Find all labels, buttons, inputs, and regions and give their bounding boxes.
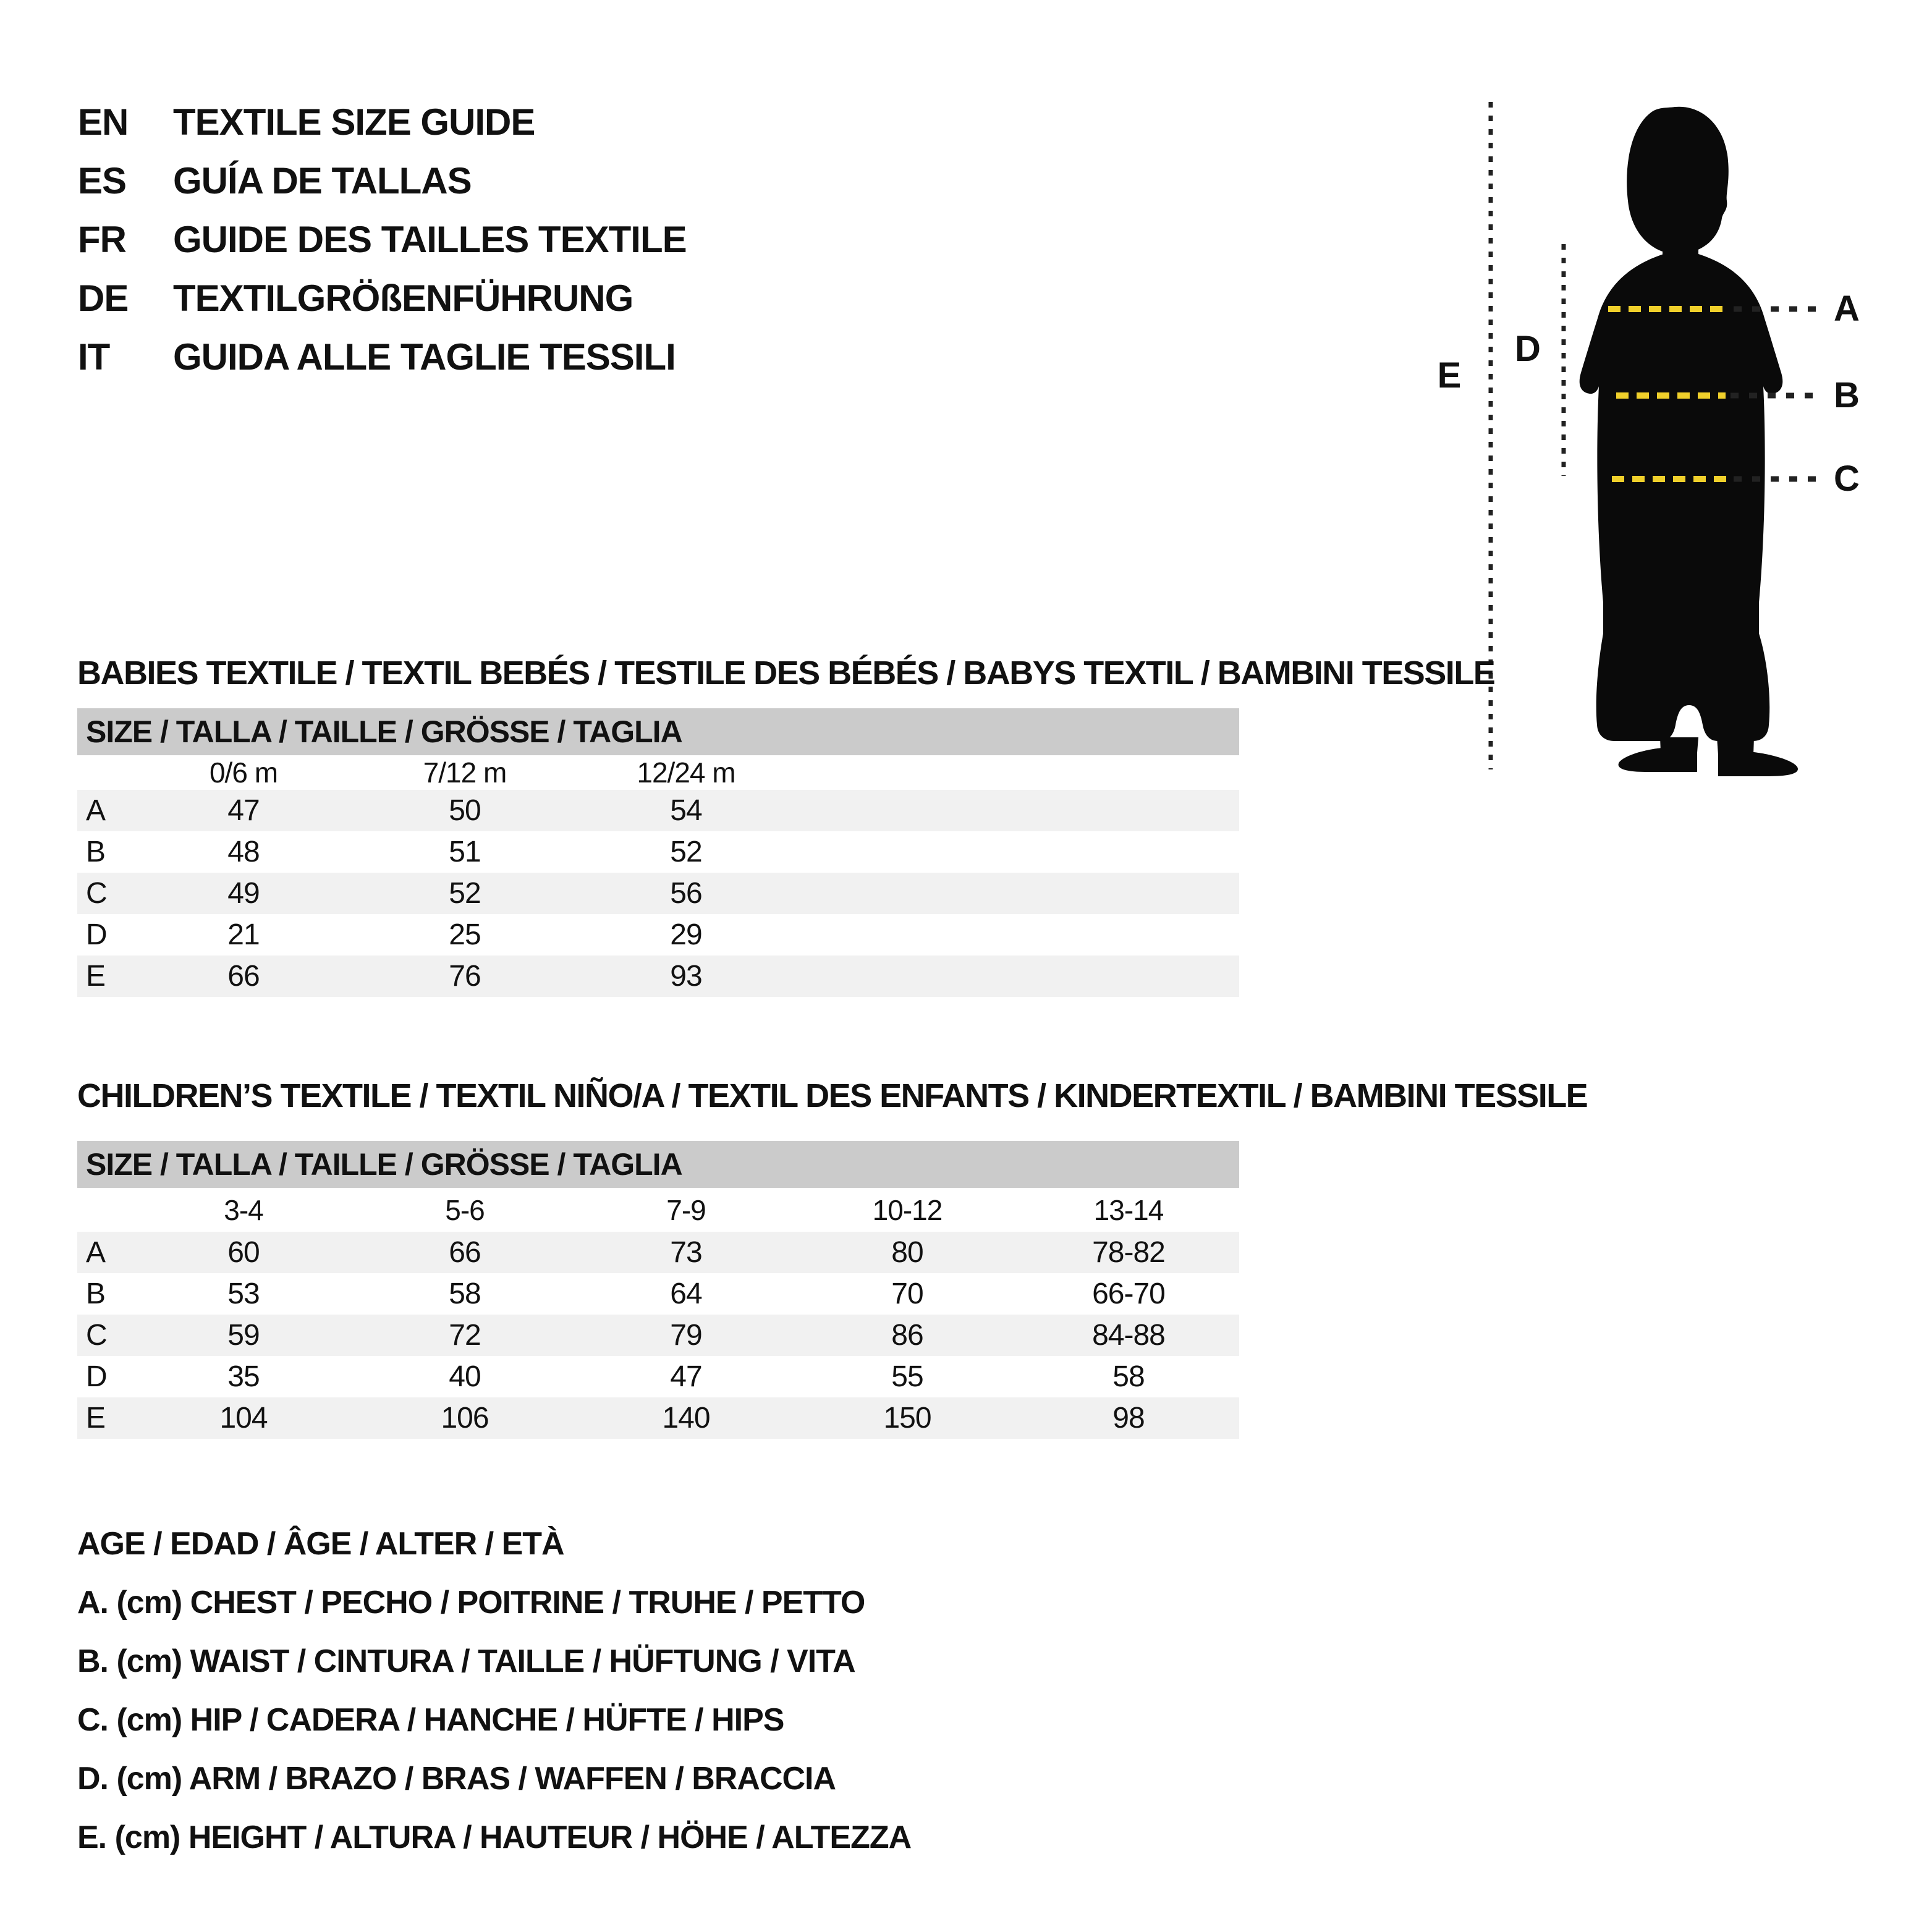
table-row (77, 1397, 1239, 1439)
babies-size-table (77, 708, 1239, 997)
value-cell: 140 (662, 1402, 710, 1434)
babies-column-header-row (77, 755, 1239, 790)
value-cell: 98 (1112, 1402, 1145, 1434)
row-label: E (86, 960, 106, 993)
value-cell: 106 (441, 1402, 489, 1434)
value-cell: 64 (670, 1277, 702, 1310)
row-label: D (86, 1360, 107, 1393)
value-cell: 35 (227, 1360, 260, 1393)
figure-label-b: B (1834, 375, 1860, 415)
value-cell: 78-82 (1092, 1236, 1165, 1269)
value-cell: 93 (670, 960, 702, 993)
lang-code: DE (78, 278, 129, 319)
lang-row-de (78, 269, 687, 328)
row-label: A (86, 1236, 106, 1269)
table-row (77, 1356, 1239, 1397)
value-cell: 66-70 (1092, 1277, 1165, 1310)
column-header: 5-6 (445, 1193, 485, 1226)
column-header: 3-4 (224, 1193, 263, 1226)
value-cell: 58 (1112, 1360, 1145, 1393)
children-size-table (77, 1141, 1239, 1439)
language-title-block (78, 93, 687, 386)
lang-row-en (78, 93, 687, 151)
figure-label-e: E (1437, 355, 1462, 396)
table-row (77, 873, 1239, 914)
column-header: 7/12 m (423, 756, 507, 789)
legend-waist: B. (cm) WAIST / CINTURA / TAILLE / HÜFTUNG / VITA (77, 1643, 855, 1679)
row-label: B (86, 1277, 106, 1310)
table-row (77, 914, 1239, 955)
figure-label-c: C (1834, 459, 1860, 499)
value-cell: 76 (449, 960, 481, 993)
lang-code: IT (78, 336, 110, 378)
row-label: C (86, 877, 107, 910)
value-cell: 66 (449, 1236, 481, 1269)
row-label: E (86, 1402, 106, 1434)
measurement-figure (1421, 87, 1932, 797)
table-row (77, 1273, 1239, 1315)
table-row (77, 790, 1239, 831)
value-cell: 29 (670, 918, 702, 951)
column-header: 7-9 (666, 1193, 706, 1226)
lang-code: EN (78, 101, 129, 143)
column-header: 10-12 (872, 1193, 943, 1226)
value-cell: 40 (449, 1360, 481, 1393)
figure-label-d: D (1515, 329, 1541, 369)
value-cell: 84-88 (1092, 1319, 1165, 1352)
table-row (77, 831, 1239, 873)
value-cell: 150 (883, 1402, 931, 1434)
legend-hip: C. (cm) HIP / CADERA / HANCHE / HÜFTE / HIPS (77, 1701, 784, 1738)
value-cell: 72 (449, 1319, 481, 1352)
child-silhouette-icon (1580, 107, 1798, 776)
legend-chest: A. (cm) CHEST / PECHO / POITRINE / TRUHE / PETTO (77, 1584, 865, 1621)
children-size-header-bar: SIZE / TALLA / TAILLE / GRÖSSE / TAGLIA (77, 1141, 1239, 1188)
value-cell: 48 (227, 836, 260, 868)
value-cell: 53 (227, 1277, 260, 1310)
legend-arm: D. (cm) ARM / BRAZO / BRAS / WAFFEN / BRACCIA (77, 1760, 836, 1797)
row-label: B (86, 836, 106, 868)
value-cell: 49 (227, 877, 260, 910)
value-cell: 73 (670, 1236, 702, 1269)
legend-height: E. (cm) HEIGHT / ALTURA / HAUTEUR / HÖHE / ALTEZZA (77, 1819, 912, 1855)
legend-age: AGE / EDAD / ÂGE / ALTER / ETÀ (77, 1525, 564, 1562)
value-cell: 25 (449, 918, 481, 951)
value-cell: 54 (670, 794, 702, 827)
value-cell: 104 (219, 1402, 268, 1434)
lang-title: GUIDA ALLE TAGLIE TESSILI (173, 336, 676, 378)
children-section-heading: CHILDREN’S TEXTILE / TEXTIL NIÑO/A / TEXTIL DES ENFANTS / KINDERTEXTIL / BAMBINI TESSILE (77, 1077, 1588, 1114)
lang-title: GUIDE DES TAILLES TEXTILE (173, 219, 687, 260)
value-cell: 66 (227, 960, 260, 993)
value-cell: 47 (227, 794, 260, 827)
column-header: 0/6 m (209, 756, 278, 789)
babies-size-header-bar: SIZE / TALLA / TAILLE / GRÖSSE / TAGLIA (77, 708, 1239, 755)
value-cell: 59 (227, 1319, 260, 1352)
value-cell: 55 (891, 1360, 923, 1393)
value-cell: 56 (670, 877, 702, 910)
babies-section-heading: BABIES TEXTILE / TEXTIL BEBÉS / TESTILE DES BÉBÉS / BABYS TEXTIL / BAMBINI TESSILE (77, 655, 1495, 692)
value-cell: 52 (670, 836, 702, 868)
value-cell: 86 (891, 1319, 923, 1352)
value-cell: 50 (449, 794, 481, 827)
lang-title: TEXTILE SIZE GUIDE (173, 101, 535, 143)
value-cell: 80 (891, 1236, 923, 1269)
row-label: C (86, 1319, 107, 1352)
column-header: 12/24 m (637, 756, 735, 789)
children-column-header-row (77, 1188, 1239, 1232)
value-cell: 70 (891, 1277, 923, 1310)
table-row (77, 1315, 1239, 1356)
value-cell: 60 (227, 1236, 260, 1269)
row-label: A (86, 794, 106, 827)
lang-title: GUÍA DE TALLAS (173, 160, 472, 201)
measurement-legend (77, 1514, 911, 1866)
value-cell: 79 (670, 1319, 702, 1352)
lang-code: FR (78, 219, 126, 260)
value-cell: 21 (227, 918, 260, 951)
lang-code: ES (78, 160, 127, 201)
column-header: 13-14 (1093, 1193, 1164, 1226)
figure-label-a: A (1834, 289, 1860, 329)
lang-row-es (78, 151, 687, 210)
lang-row-it (78, 328, 687, 386)
lang-title: TEXTILGRÖßENFÜHRUNG (173, 278, 633, 319)
value-cell: 51 (449, 836, 481, 868)
table-row (77, 1232, 1239, 1273)
value-cell: 58 (449, 1277, 481, 1310)
row-label: D (86, 918, 107, 951)
lang-row-fr (78, 210, 687, 269)
table-row (77, 955, 1239, 997)
value-cell: 52 (449, 877, 481, 910)
value-cell: 47 (670, 1360, 702, 1393)
